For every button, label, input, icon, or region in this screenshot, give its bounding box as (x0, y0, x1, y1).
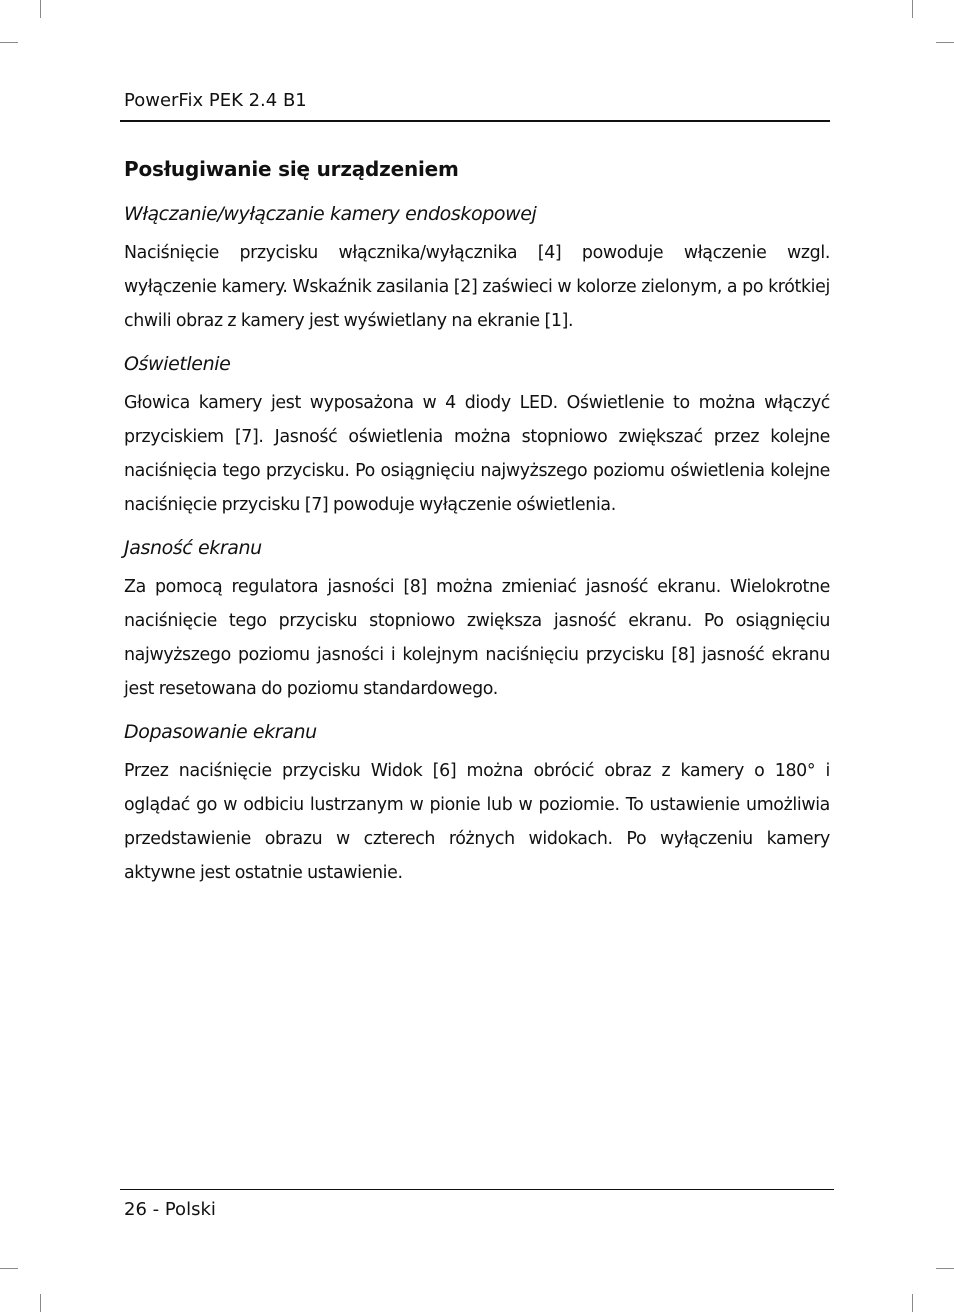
paragraph-lighting: Głowica kamery jest wyposażona w 4 diody LED. Oświetlenie to można włączyć przyciskiem [7]. Jasność oświetlenia można stopniowo zwiększać przez kolejne naciśnięcia tego przycisku. Po osiągnięciu najwyższego poziomu oświetlenia kolejne naciśnięcie przycisku [7] powoduje wyłączenie oświetlenia. (124, 393, 830, 515)
section-title: Posługiwanie się urządzeniem (124, 157, 459, 181)
subsection-heading-brightness: Jasność ekranu (124, 537, 262, 559)
paragraph-power: Naciśnięcie przycisku włącznika/wyłącznika [4] powoduje włączenie wzgl. wyłączenie kamery. Wskaźnik zasilania [2] zaświeci w kolorze zielonym, a po krótkiej chwili obraz z kamery jest wyświetlany na ekranie [1]. (124, 243, 830, 331)
crop-mark (912, 0, 913, 18)
crop-mark (936, 1268, 954, 1269)
crop-mark (912, 1294, 913, 1312)
crop-mark (936, 42, 954, 43)
crop-mark (0, 42, 18, 43)
crop-mark (40, 0, 41, 18)
page-number: 26 - Polski (124, 1199, 216, 1220)
paragraph-brightness: Za pomocą regulatora jasności [8] można zmieniać jasność ekranu. Wielokrotne naciśnięcie tego przycisku stopniowo zwiększa jasność ekranu. Po osiągnięciu najwyższego poziomu jasności i kolejnym naciśnięciu przycisku [8] jasność ekranu jest resetowana do poziomu standardowego. (124, 577, 830, 699)
crop-mark (0, 1268, 18, 1269)
running-header: PowerFix PEK 2.4 B1 (124, 90, 307, 111)
page-content (124, 152, 830, 900)
crop-mark (40, 1294, 41, 1312)
subsection-heading-screen-adjust: Dopasowanie ekranu (124, 721, 317, 743)
paragraph-screen-adjust: Przez naciśnięcie przycisku Widok [6] można obrócić obraz z kamery o 180° i oglądać go w odbiciu lustrzanym w pionie lub w poziomie. To ustawienie umożliwia przedstawienie obrazu w czterech różnych widokach. Po wyłączeniu kamery aktywne jest ostatnie ustawienie. (124, 761, 830, 883)
subsection-heading-lighting: Oświetlenie (124, 353, 231, 375)
subsection-heading-power: Włączanie/wyłączanie kamery endoskopowej (124, 203, 537, 225)
header-rule (120, 120, 830, 122)
footer-rule (120, 1189, 834, 1190)
